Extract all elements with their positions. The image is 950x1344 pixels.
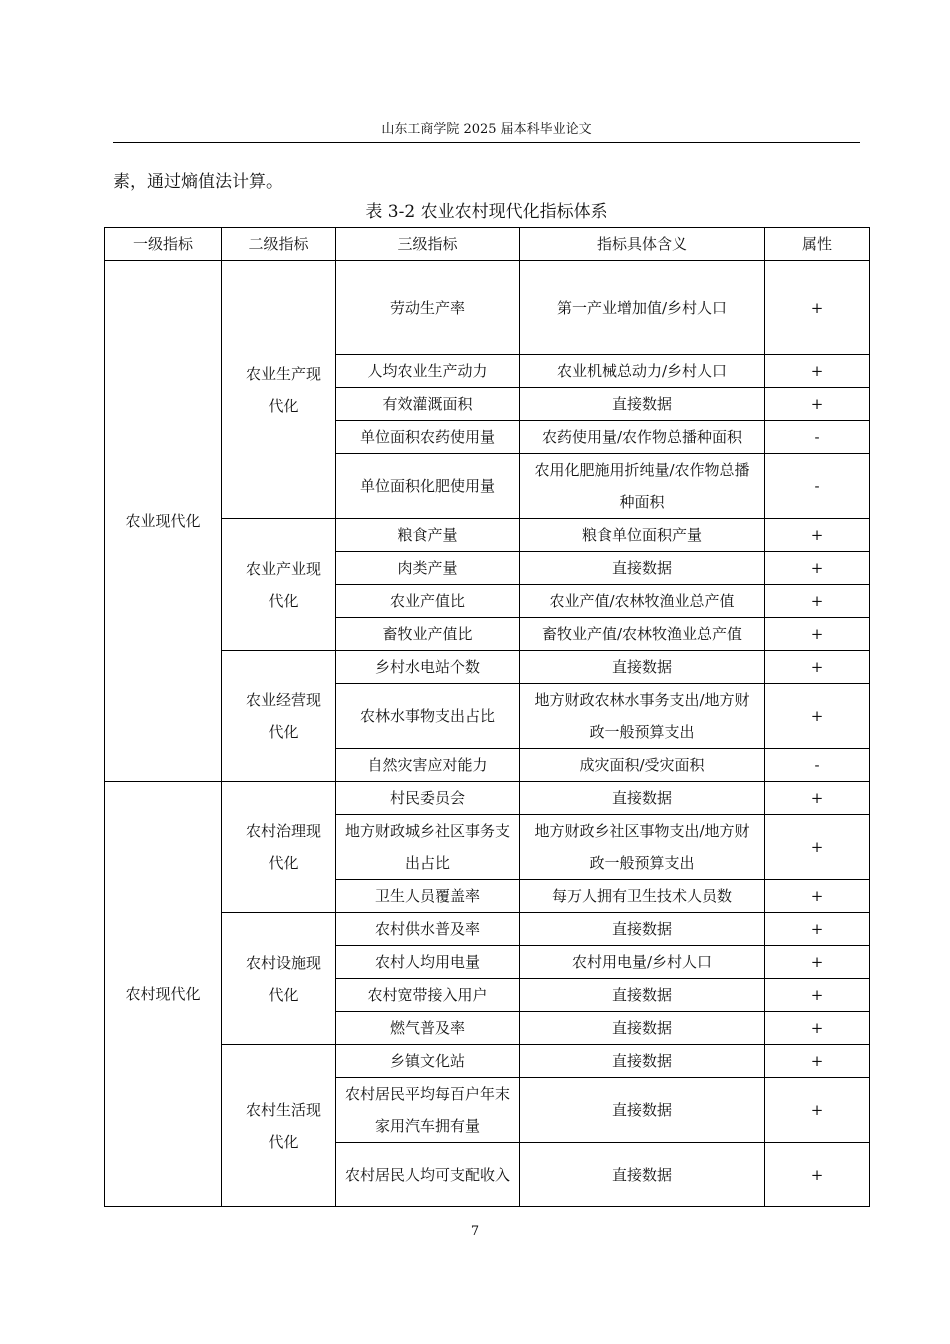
level3-cell: 地方财政城乡社区事务支出占比 [336, 815, 520, 880]
running-header: 山东工商学院 2025 届本科毕业论文 [381, 122, 592, 137]
attribute-cell: + [765, 684, 870, 749]
attribute-cell: + [765, 1078, 870, 1143]
meaning-cell: 农村用电量/乡村人口 [520, 946, 765, 979]
attribute-cell: + [765, 355, 870, 388]
meaning-cell: 每万人拥有卫生技术人员数 [520, 880, 765, 913]
meaning-cell: 农业机械总动力/乡村人口 [520, 355, 765, 388]
meaning-cell: 成灾面积/受灾面积 [520, 749, 765, 782]
attribute-cell: + [765, 1045, 870, 1078]
meaning-cell: 直接数据 [520, 979, 765, 1012]
meaning-cell: 直接数据 [520, 1143, 765, 1207]
meaning-cell: 直接数据 [520, 913, 765, 946]
level1-cell: 农业现代化 [105, 261, 222, 782]
attribute-cell: + [765, 552, 870, 585]
level3-cell: 劳动生产率 [336, 261, 520, 355]
level3-cell: 农业产值比 [336, 585, 520, 618]
attribute-cell: + [765, 519, 870, 552]
meaning-cell: 农药使用量/农作物总播种面积 [520, 421, 765, 454]
attribute-cell: + [765, 261, 870, 355]
level3-cell: 农村人均用电量 [336, 946, 520, 979]
meaning-cell: 直接数据 [520, 651, 765, 684]
attribute-cell: + [765, 913, 870, 946]
level3-cell: 肉类产量 [336, 552, 520, 585]
level3-cell: 有效灌溉面积 [336, 388, 520, 421]
meaning-cell: 农用化肥施用折纯量/农作物总播种面积 [520, 454, 765, 519]
header-rule [113, 142, 860, 143]
level3-cell: 单位面积化肥使用量 [336, 454, 520, 519]
meaning-cell: 直接数据 [520, 388, 765, 421]
attribute-cell: + [765, 880, 870, 913]
level3-cell: 乡镇文化站 [336, 1045, 520, 1078]
attribute-cell: + [765, 1143, 870, 1207]
level3-cell: 农村供水普及率 [336, 913, 520, 946]
level2-cell: 农业产业现代化 [222, 519, 336, 651]
col-header-level1: 一级指标 [105, 228, 222, 261]
attribute-cell: + [765, 585, 870, 618]
level2-cell: 农村治理现代化 [222, 782, 336, 913]
meaning-cell: 直接数据 [520, 1078, 765, 1143]
attribute-cell: + [765, 388, 870, 421]
level3-cell: 农村宽带接入用户 [336, 979, 520, 1012]
meaning-cell: 粮食单位面积产量 [520, 519, 765, 552]
table-row [105, 782, 870, 815]
level3-cell: 燃气普及率 [336, 1012, 520, 1045]
attribute-cell: + [765, 651, 870, 684]
attribute-cell: - [765, 421, 870, 454]
attribute-cell: + [765, 1012, 870, 1045]
attribute-cell: + [765, 618, 870, 651]
level1-cell: 农村现代化 [105, 782, 222, 1207]
level3-cell: 粮食产量 [336, 519, 520, 552]
page-number: 7 [470, 1224, 480, 1239]
level3-cell: 人均农业生产动力 [336, 355, 520, 388]
level3-cell: 单位面积农药使用量 [336, 421, 520, 454]
table-caption: 表 3-2 农业农村现代化指标体系 [365, 202, 608, 222]
level2-cell: 农村生活现代化 [222, 1045, 336, 1207]
table-header-row [105, 228, 870, 261]
meaning-cell: 直接数据 [520, 1045, 765, 1078]
col-header-attribute: 属性 [765, 228, 870, 261]
level3-cell: 农村居民平均每百户年末家用汽车拥有量 [336, 1078, 520, 1143]
col-header-meaning: 指标具体含义 [520, 228, 765, 261]
meaning-cell: 直接数据 [520, 782, 765, 815]
level3-cell: 农林水事物支出占比 [336, 684, 520, 749]
indicator-table [104, 227, 870, 1207]
col-header-level2: 二级指标 [222, 228, 336, 261]
attribute-cell: - [765, 454, 870, 519]
attribute-cell: - [765, 749, 870, 782]
meaning-cell: 直接数据 [520, 1012, 765, 1045]
level3-cell: 村民委员会 [336, 782, 520, 815]
meaning-cell: 农业产值/农林牧渔业总产值 [520, 585, 765, 618]
level2-cell: 农业生产现代化 [222, 261, 336, 519]
meaning-cell: 直接数据 [520, 552, 765, 585]
lead-text: 素，通过熵值法计算。 [113, 172, 283, 192]
level2-cell: 农业经营现代化 [222, 651, 336, 782]
table-row [105, 261, 870, 355]
attribute-cell: + [765, 979, 870, 1012]
col-header-level3: 三级指标 [336, 228, 520, 261]
meaning-cell: 地方财政乡社区事物支出/地方财政一般预算支出 [520, 815, 765, 880]
meaning-cell: 第一产业增加值/乡村人口 [520, 261, 765, 355]
attribute-cell: + [765, 815, 870, 880]
level3-cell: 乡村水电站个数 [336, 651, 520, 684]
attribute-cell: + [765, 782, 870, 815]
level3-cell: 农村居民人均可支配收入 [336, 1143, 520, 1207]
meaning-cell: 畜牧业产值/农林牧渔业总产值 [520, 618, 765, 651]
attribute-cell: + [765, 946, 870, 979]
level2-cell: 农村设施现代化 [222, 913, 336, 1045]
meaning-cell: 地方财政农林水事务支出/地方财政一般预算支出 [520, 684, 765, 749]
level3-cell: 卫生人员覆盖率 [336, 880, 520, 913]
level3-cell: 自然灾害应对能力 [336, 749, 520, 782]
level3-cell: 畜牧业产值比 [336, 618, 520, 651]
